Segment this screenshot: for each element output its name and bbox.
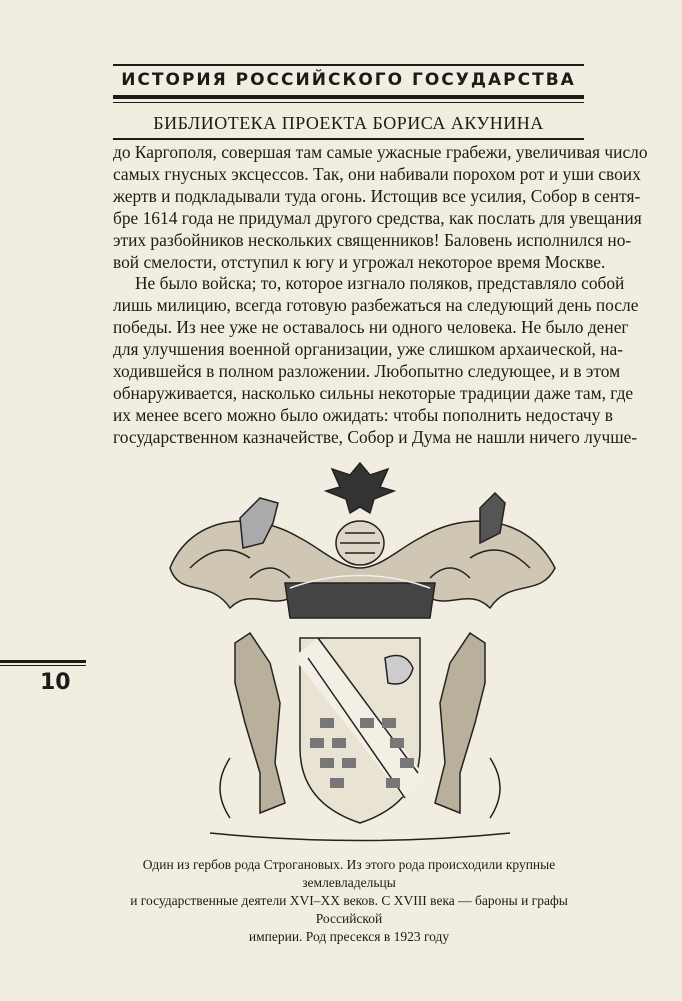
- supporter-left: [235, 633, 285, 813]
- caption-line: империи. Род пресекся в 1923 году: [248, 929, 450, 944]
- text-line: их менее всего можно было ожидать: чтобы пополнить недостачу в: [113, 404, 613, 425]
- text-line: до Каргополя, совершая там самые ужасные грабежи, увеличивая число: [113, 142, 648, 162]
- text-line: победы. Из нее уже не оставалось ни одного человека. Не было денег: [113, 317, 629, 338]
- series-title: [113, 68, 584, 92]
- page-number-block: [0, 660, 86, 695]
- crown: [285, 583, 435, 618]
- header-top-rule: [113, 64, 584, 66]
- library-title: БИБЛИОТЕКА ПРОЕКТА БОРИСА АКУНИНА: [153, 113, 544, 133]
- page-number-bar: [0, 660, 86, 663]
- supporter-right: [435, 633, 485, 813]
- text-line: Не было войска; то, которое изгнало поляков, представляло собой: [135, 273, 625, 294]
- page-number-bar: [0, 665, 86, 666]
- text-line: бре 1614 года не придумал другого средства, как послать для увещания: [113, 207, 642, 228]
- paragraph-2: [113, 273, 639, 448]
- text-line: для улучшения военной организации, уже слишком архаической, на-: [113, 339, 624, 360]
- coat-of-arms-illustration: [150, 458, 570, 848]
- text-line: ходившейся в полном разложении. Любопытно следующее, и в этом: [113, 361, 621, 382]
- text-line: вой смелости, отступил к югу и угрожал некоторое время Москве.: [113, 251, 606, 272]
- text-line: государственном казначействе, Собор и Дума не нашли ничего лучше-: [113, 426, 638, 447]
- body-text: [113, 142, 648, 449]
- eagle-crest: [326, 463, 394, 513]
- text-line: этих разбойников нескольких священников! Баловень исполнился но-: [113, 229, 632, 250]
- text-line: обнаруживается, насколько сильны некоторые традиции даже там, где: [113, 382, 634, 403]
- text-line: лишь милицию, всегда готовую разбежаться на следующий день после: [113, 295, 639, 316]
- text-line: жертв и подкладывали туда огонь. Истощив все усилия, Собор в сентя-: [113, 185, 641, 206]
- caption-line: Один из гербов рода Строгановых. Из этого рода происходили крупные землевладельцы: [142, 857, 556, 890]
- figure-caption: [110, 856, 588, 946]
- header-thin-rule: [113, 102, 584, 103]
- header-bottom-rule: [113, 138, 584, 140]
- header-thick-rule: [113, 95, 584, 99]
- page-number: 10: [40, 670, 71, 695]
- paragraph-1: [113, 142, 648, 273]
- series-title-text: ИСТОРИЯ РОССИЙСКОГО ГОСУДАРСТВА: [121, 70, 576, 90]
- text-line: самых гнусных эксцессов. Так, они набивали порохом рот и уши своих: [113, 163, 641, 184]
- caption-line: и государственные деятели XVI–XX веков. С XVIII века — бароны и графы Российской: [130, 893, 568, 926]
